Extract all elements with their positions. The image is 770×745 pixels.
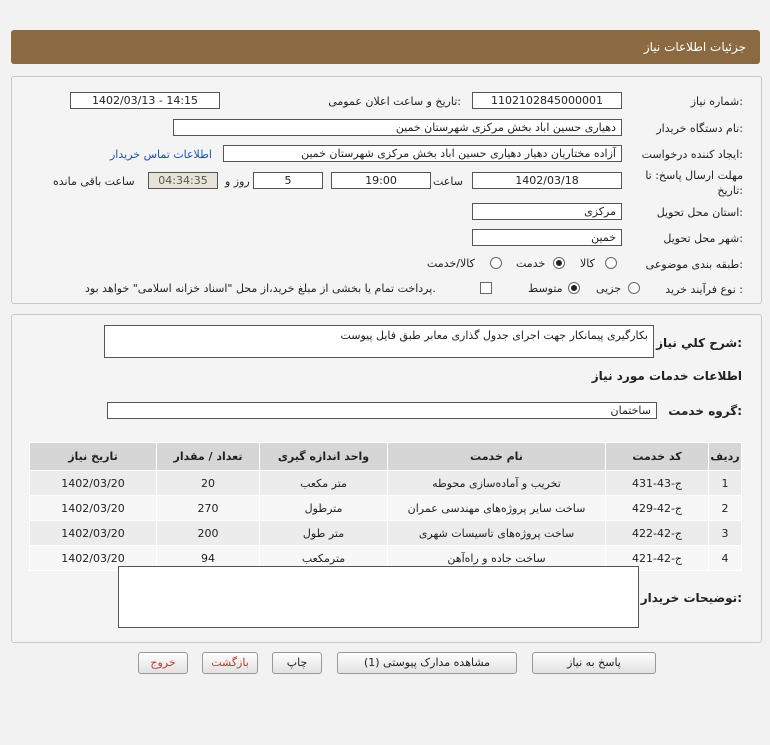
category-radio-goods[interactable]: [605, 257, 617, 269]
need-number-label: شماره نیاز:: [690, 95, 743, 108]
page-header: [11, 30, 760, 64]
row-index: 3: [709, 521, 742, 546]
category-option-service: خدمت: [516, 257, 546, 270]
row-date: 1402/03/20: [30, 496, 157, 521]
remaining-time-field: 04:34:35: [148, 172, 218, 189]
category-radio-service[interactable]: [553, 257, 565, 269]
row-unit: مترمکعب: [260, 546, 388, 571]
row-unit: متر طول: [260, 521, 388, 546]
province-field: مرکزی: [472, 203, 622, 220]
services-section-title: اطلاعات خدمات مورد نیاز: [591, 369, 742, 383]
row-index: 2: [709, 496, 742, 521]
col-name: نام خدمت: [388, 443, 606, 471]
row-code: ج-43-431: [606, 471, 709, 496]
remaining-label: ساعت باقی مانده: [53, 175, 135, 188]
table-row: [30, 521, 742, 546]
announce-label: تاریخ و ساعت اعلان عمومی:: [328, 95, 461, 108]
page-title: جزئیات اطلاعات نیاز: [643, 40, 746, 54]
row-qty: 270: [157, 496, 260, 521]
days-field: 5: [253, 172, 323, 189]
view-attachments-button[interactable]: مشاهده مدارک پیوستی (1): [337, 652, 517, 674]
buyer-field: دهیاری حسین اباد بخش مرکزی شهرستان خمین: [173, 119, 622, 136]
row-name: ساخت پروژه‌های تاسیسات شهری: [388, 521, 606, 546]
time-label: ساعت: [433, 175, 463, 188]
print-button[interactable]: چاپ: [272, 652, 322, 674]
back-button[interactable]: بازگشت: [202, 652, 258, 674]
col-code: کد خدمت: [606, 443, 709, 471]
row-date: 1402/03/20: [30, 471, 157, 496]
reply-button[interactable]: پاسخ به نیاز: [532, 652, 656, 674]
buyer-notes-label: توضیحات خریدار:: [640, 591, 742, 605]
row-name: تخریب و آماده‌سازی محوطه: [388, 471, 606, 496]
row-index: 1: [709, 471, 742, 496]
row-unit: مترطول: [260, 496, 388, 521]
treasury-payment-text: پرداخت تمام یا بخشی از مبلغ خرید،از محل "اسناد خزانه اسلامی" خواهد بود.: [85, 282, 436, 295]
deadline-date-field: 1402/03/18: [472, 172, 622, 189]
row-date: 1402/03/20: [30, 521, 157, 546]
buyer-label: نام دستگاه خریدار:: [656, 122, 743, 135]
contact-buyer-link[interactable]: اطلاعات تماس خریدار: [110, 148, 212, 161]
col-unit: واحد اندازه گیری: [260, 443, 388, 471]
row-index: 4: [709, 546, 742, 571]
announce-field: 1402/03/13 - 14:15: [70, 92, 220, 109]
col-index: ردیف: [709, 443, 742, 471]
city-label: شهر محل تحویل:: [663, 232, 743, 245]
row-qty: 94: [157, 546, 260, 571]
service-group-field: ساختمان: [107, 402, 657, 419]
province-label: استان محل تحویل:: [656, 206, 743, 219]
need-number-field: 1102102845000001: [472, 92, 622, 109]
row-code: ج-42-429: [606, 496, 709, 521]
category-option-goods: کالا: [580, 257, 595, 270]
process-option-minor: جزیی: [596, 282, 622, 295]
row-unit: متر مکعب: [260, 471, 388, 496]
exit-button[interactable]: خروج: [138, 652, 188, 674]
service-group-label: گروه خدمت:: [668, 404, 742, 418]
row-name: ساخت جاده و راه‌آهن: [388, 546, 606, 571]
row-qty: 200: [157, 521, 260, 546]
row-name: ساخت سایر پروژه‌های مهندسی عمران: [388, 496, 606, 521]
buyer-notes-field: [118, 566, 639, 628]
table-row: [30, 496, 742, 521]
process-label: نوع فرآیند خرید :: [665, 283, 743, 296]
row-date: 1402/03/20: [30, 546, 157, 571]
table-header-row: [30, 443, 742, 471]
category-label: طبقه بندی موضوعی:: [645, 258, 743, 271]
summary-field: بکارگیری پیمانکار جهت اجرای جدول گذاری معابر طبق فایل پیوست: [104, 325, 654, 358]
treasury-payment-checkbox[interactable]: [480, 282, 492, 294]
row-qty: 20: [157, 471, 260, 496]
creator-label: ایجاد کننده درخواست:: [641, 148, 743, 161]
col-date: تاریخ نیاز: [30, 443, 157, 471]
summary-label: شرح کلي نياز:: [656, 336, 742, 350]
row-code: ج-42-421: [606, 546, 709, 571]
services-table: [29, 442, 742, 571]
process-radio-medium[interactable]: [568, 282, 580, 294]
days-label: روز و: [225, 175, 250, 188]
row-code: ج-42-422: [606, 521, 709, 546]
col-qty: تعداد / مقدار: [157, 443, 260, 471]
deadline-time-field: 19:00: [331, 172, 431, 189]
category-radio-goods-service[interactable]: [490, 257, 502, 269]
category-option-goods-service: کالا/خدمت: [427, 257, 475, 270]
process-radio-minor[interactable]: [628, 282, 640, 294]
creator-field: آزاده مختاریان دهیار دهیاری حسین اباد بخش مرکزی شهرستان خمین: [223, 145, 622, 162]
deadline-label: مهلت ارسال پاسخ: تا تاریخ:: [645, 169, 743, 197]
city-field: خمین: [472, 229, 622, 246]
process-option-medium: متوسط: [528, 282, 563, 295]
table-row: [30, 471, 742, 496]
